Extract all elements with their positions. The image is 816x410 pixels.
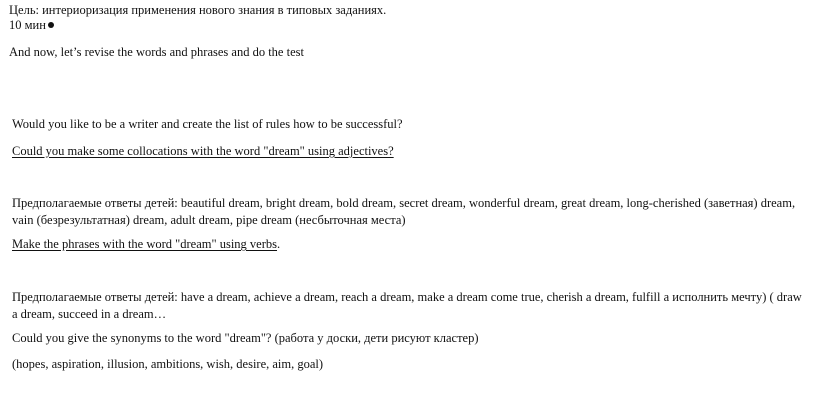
verbs-task-period: . (277, 237, 281, 251)
writer-question: Would you like to be a writer and create the list of rules how to be successful? (12, 117, 403, 131)
intro-text: And now, let’s revise the words and phrases and do the test (9, 45, 304, 59)
verbs-task-line (12, 237, 280, 252)
time-line (9, 18, 54, 33)
adjectives-task: Could you make some collocations with the word "dream" using adjectives? (12, 144, 394, 158)
bullet-icon (48, 22, 54, 28)
goal-line: Цель: интериоризация применения нового знания в типовых заданиях. (9, 3, 387, 17)
adjectives-answers: Предполагаемые ответы детей: beautiful dream, bright dream, bold dream, secret dream, wonderful dream, great dream, long-cherished (заветная) dream, vain (безрезультатная) dream, adult dream, pipe dream (несбыточная места) (12, 196, 796, 227)
synonyms-list: (hopes, aspiration, illusion, ambitions, wish, desire, aim, goal) (12, 357, 324, 371)
time-text: 10 мин (9, 18, 46, 32)
synonyms-question: Could you give the synonyms to the word "dream"? (работа у доски, дети рисуют кластер) (12, 331, 479, 345)
verbs-answers: Предполагаемые ответы детей: have a dream, achieve a dream, reach a dream, make a dream come true, cherish a dream, fulfill a исполнить мечту) ( draw a dream, succeed in a dream… (12, 290, 802, 321)
verbs-task: Make the phrases with the word "dream" using verbs (12, 237, 278, 251)
